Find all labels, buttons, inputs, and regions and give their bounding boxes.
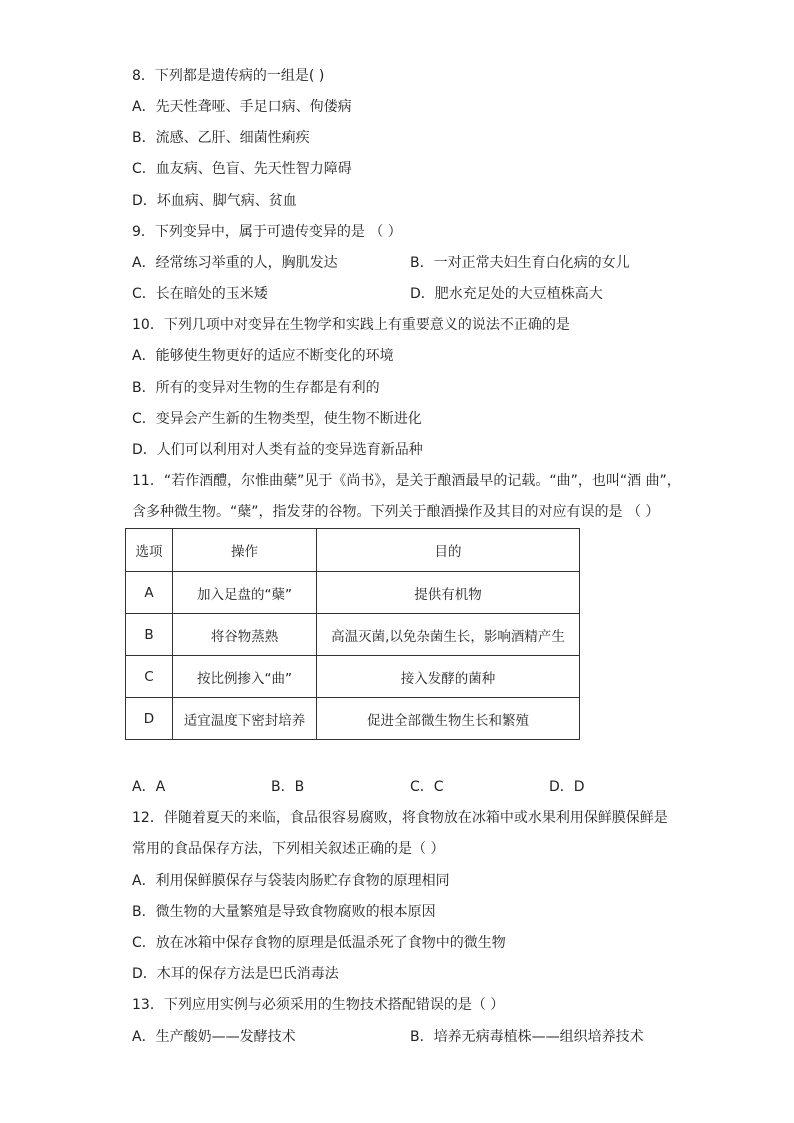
table-cell: 接入发酵的菌种 <box>317 656 580 698</box>
table-cell: A <box>126 572 173 614</box>
table-header-cell: 操作 <box>173 529 317 572</box>
q11-option-c: C．C <box>410 779 444 795</box>
table-row <box>126 698 580 740</box>
q11-table <box>125 528 580 740</box>
q8-option-a: A．先天性聋哑、手足口病、佝偻病 <box>132 99 352 115</box>
q13-option-a: A．生产酸奶——发酵技术 <box>132 1029 296 1045</box>
table-header-cell: 选项 <box>126 529 173 572</box>
table-header-cell: 目的 <box>317 529 580 572</box>
table-cell: 高温灭菌,以免杂菌生长，影响酒精产生 <box>317 614 580 656</box>
q12-stem-line1: 12．伴随着夏天的来临，食品很容易腐败，将食物放在冰箱中或水果利用保鲜膜保鲜是 <box>132 810 668 826</box>
q9-option-a: A．经常练习举重的人，胸肌发达 <box>132 255 338 271</box>
table-cell: 将谷物蒸熟 <box>173 614 317 656</box>
q11-stem-line1: 11．“若作酒醴，尔惟曲蘖”见于《尚书》，是关于酿酒最早的记载。“曲”，也叫“酒 曲”， <box>132 473 681 489</box>
table-cell: 促进全部微生物生长和繁殖 <box>317 698 580 740</box>
q11-stem-line2: 含多种微生物。“蘖”，指发芽的谷物。下列关于酿酒操作及其目的对应有误的是 （ ） <box>132 504 660 520</box>
q10-option-b: B．所有的变异对生物的生存都是有利的 <box>132 380 380 396</box>
q12-option-d: D．木耳的保存方法是巴氏消毒法 <box>132 966 339 982</box>
q12-option-b: B．微生物的大量繁殖是导致食物腐败的根本原因 <box>132 904 436 920</box>
table-header-row <box>126 529 580 572</box>
table-cell: B <box>126 614 173 656</box>
q11-option-a: A．A <box>132 779 166 795</box>
q8-stem: 8．下列都是遗传病的一组是( ) <box>132 68 325 84</box>
q8-option-c: C．血友病、色盲、先天性智力障碍 <box>132 161 352 177</box>
q11-option-b: B．B <box>271 779 305 795</box>
q13-stem: 13．下列应用实例与必须采用的生物技术搭配错误的是（ ） <box>132 997 505 1013</box>
table-cell: 按比例掺入“曲” <box>173 656 317 698</box>
q8-option-d: D．坏血病、脚气病、贫血 <box>132 193 297 209</box>
q13-option-b: B．培养无病毒植株——组织培养技术 <box>410 1029 644 1045</box>
q11-option-d: D．D <box>549 779 585 795</box>
table-cell: 适宜温度下密封培养 <box>173 698 317 740</box>
q9-option-d: D．肥水充足处的大豆植株高大 <box>410 286 603 302</box>
q8-option-b: B．流感、乙肝、细菌性痢疾 <box>132 130 310 146</box>
q12-option-c: C．放在冰箱中保存食物的原理是低温杀死了食物中的微生物 <box>132 935 506 951</box>
q10-option-a: A．能够使生物更好的适应不断变化的环境 <box>132 348 394 364</box>
q9-option-c: C．长在暗处的玉米矮 <box>132 286 268 302</box>
q9-stem: 9．下列变异中，属于可遗传变异的是 （ ） <box>132 224 402 240</box>
table-row <box>126 656 580 698</box>
table-cell: D <box>126 698 173 740</box>
table-cell: 加入足盘的“蘖” <box>173 572 317 614</box>
table-row <box>126 614 580 656</box>
table-row <box>126 572 580 614</box>
q12-option-a: A．利用保鲜膜保存与袋装肉肠贮存食物的原理相同 <box>132 873 450 889</box>
q12-stem-line2: 常用的食品保存方法，下列相关叙述正确的是（ ） <box>132 841 445 857</box>
table-cell: 提供有机物 <box>317 572 580 614</box>
table-cell: C <box>126 656 173 698</box>
q10-option-c: C．变异会产生新的生物类型，使生物不断进化 <box>132 411 422 427</box>
q9-option-b: B．一对正常夫妇生育白化病的女儿 <box>410 255 630 271</box>
q10-stem: 10．下列几项中对变异在生物学和实践上有重要意义的说法不正确的是 <box>132 317 570 333</box>
q10-option-d: D．人们可以利用对人类有益的变异选育新品种 <box>132 442 423 458</box>
